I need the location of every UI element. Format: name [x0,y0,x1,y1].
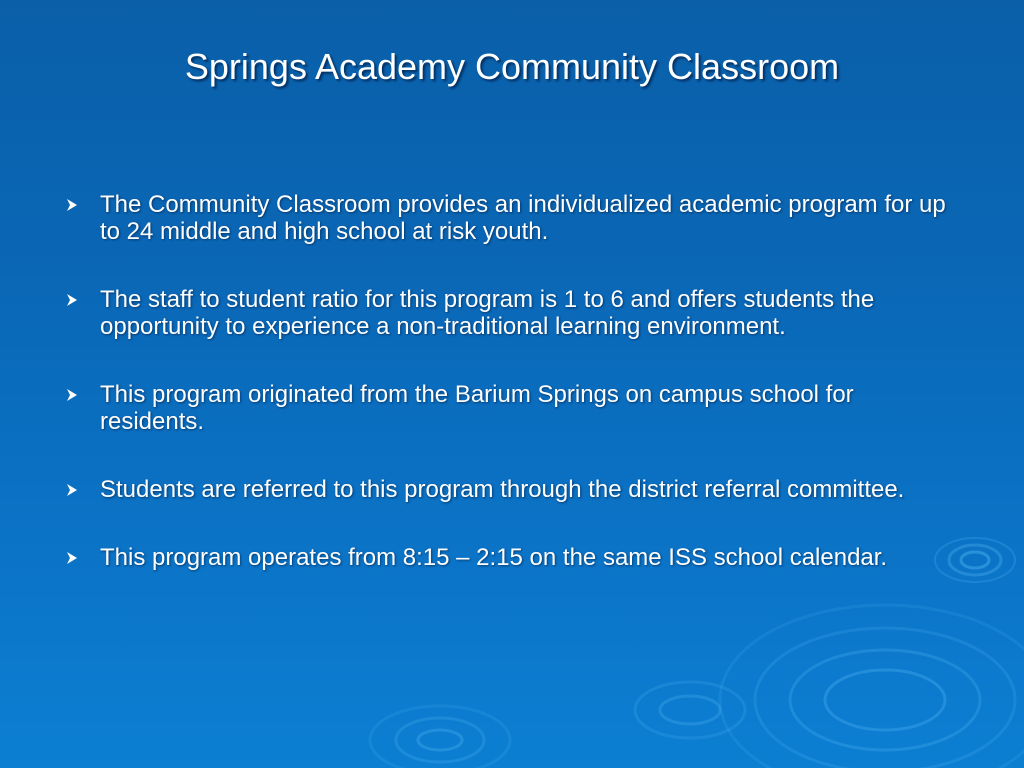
slide-title: Springs Academy Community Classroom [184,46,840,87]
ripple-ring [825,670,945,730]
ripple-ring [961,552,989,568]
bullet-text: The staff to student ratio for this program is 1 to 6 and offers students the opportunity to experience a non-traditional learning environment. [100,286,875,340]
arrowhead-bullet-icon [64,550,80,566]
ripple-ring [635,682,745,738]
arrowhead-bullet-icon [64,292,80,308]
bullet-item [62,381,962,435]
bullet-text: This program originated from the Barium Springs on campus school for residents. [100,381,854,435]
ripple-ring [660,696,720,724]
ripple-ring [790,650,980,750]
ripple-ring [370,706,510,768]
bullet-list [62,191,962,571]
ripple-ring [396,718,484,762]
bullet-item [62,476,962,503]
arrowhead-bullet-icon [64,197,80,213]
bullet-item [62,191,962,245]
arrowhead-bullet-icon [64,387,80,403]
ripple-ring [418,730,462,750]
bullet-item [62,286,962,340]
arrowhead-bullet-icon [64,482,80,498]
bullet-item [62,544,962,571]
bullet-text: The Community Classroom provides an individualized academic program for up to 24 middle and high school at risk youth. [100,191,946,245]
bullet-text: This program operates from 8:15 – 2:15 on the same ISS school calendar. [100,544,888,571]
bullet-text: Students are referred to this program through the district referral committee. [100,476,905,503]
